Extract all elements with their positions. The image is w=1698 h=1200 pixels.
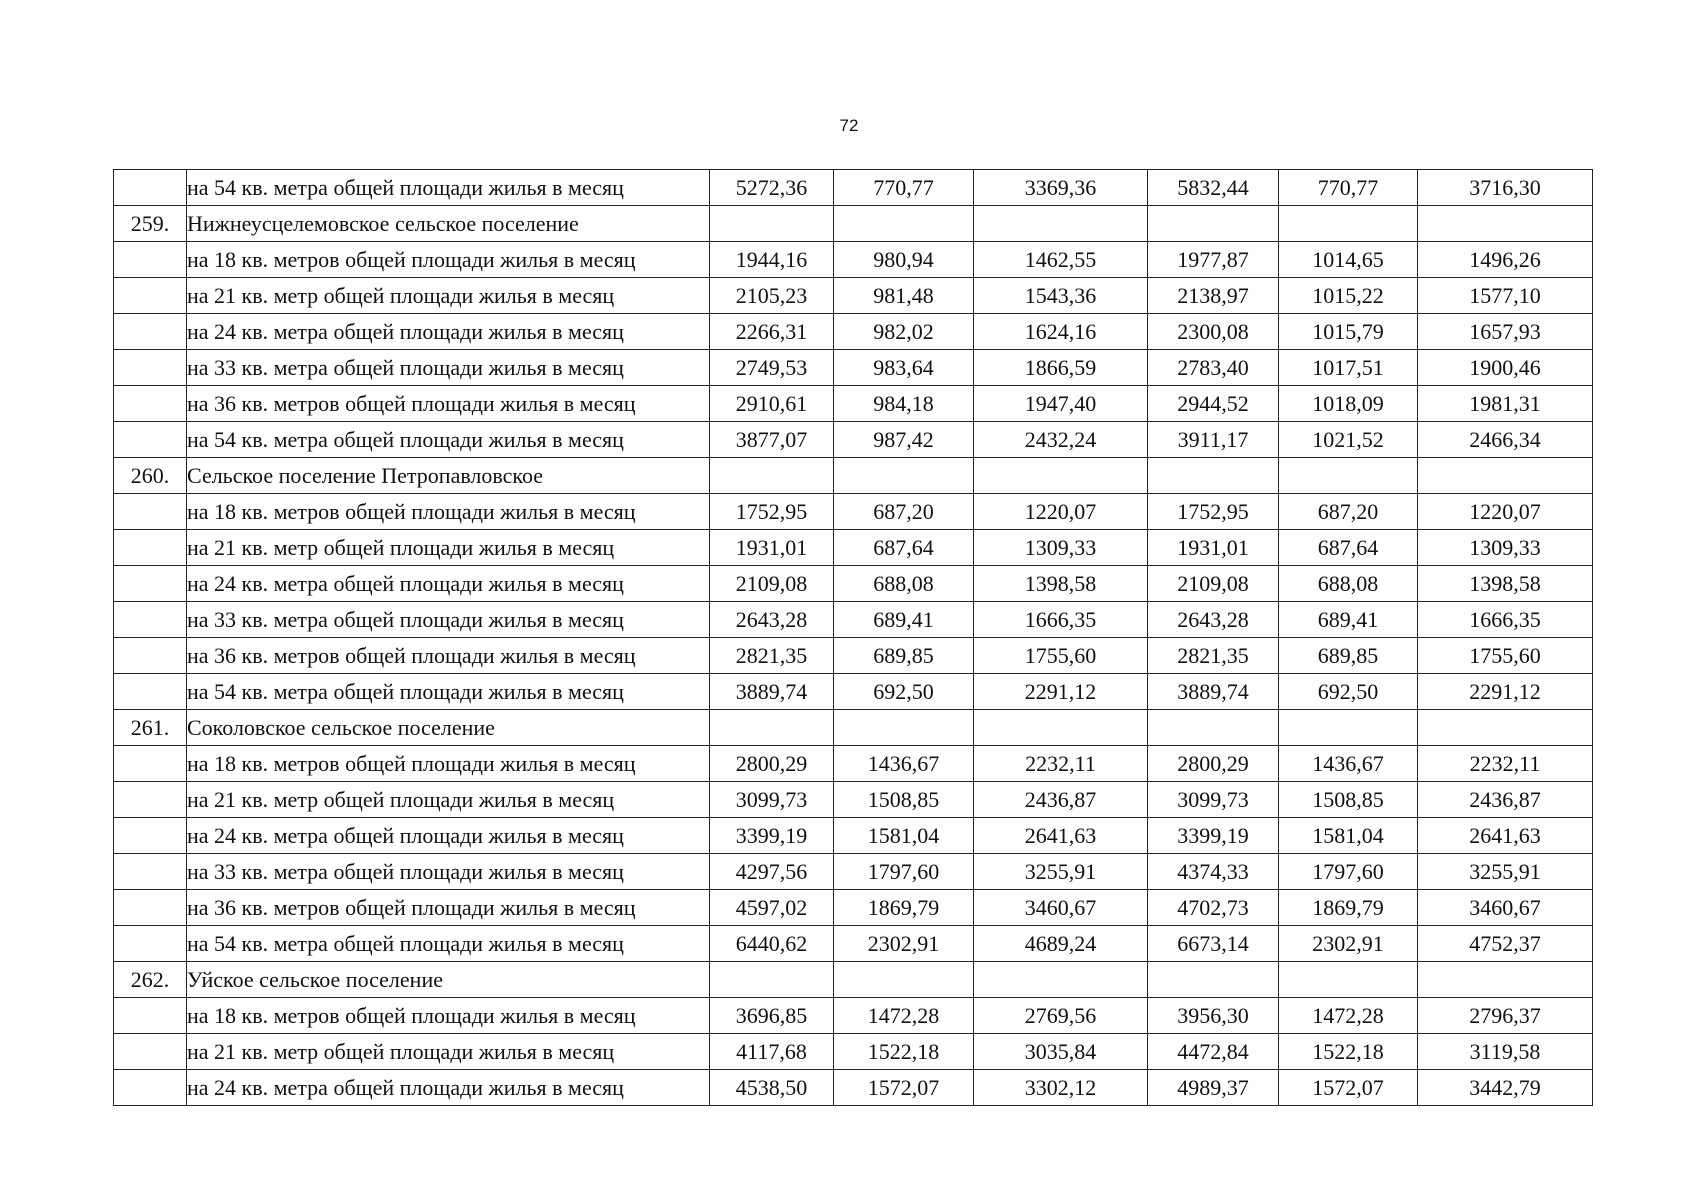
value-cell: 1015,22 [1279, 278, 1418, 314]
value-cell: 2432,24 [974, 422, 1148, 458]
value-cell: 3302,12 [974, 1070, 1148, 1106]
table-body [114, 170, 1593, 1106]
description-cell: на 33 кв. метра общей площади жилья в месяц [187, 602, 710, 638]
value-cell: 6440,62 [710, 926, 834, 962]
description-cell: на 21 кв. метр общей площади жилья в месяц [187, 530, 710, 566]
value-cell: 2821,35 [1148, 638, 1279, 674]
row-number-cell [114, 998, 187, 1034]
value-cell: 2302,91 [834, 926, 974, 962]
value-cell [1279, 962, 1418, 998]
value-cell: 692,50 [1279, 674, 1418, 710]
row-number-cell [114, 890, 187, 926]
row-number-cell [114, 782, 187, 818]
value-cell: 2910,61 [710, 386, 834, 422]
value-cell: 687,20 [1279, 494, 1418, 530]
table-row [114, 746, 1593, 782]
table-row [114, 602, 1593, 638]
row-number-cell: 259. [114, 206, 187, 242]
value-cell: 1462,55 [974, 242, 1148, 278]
value-cell [710, 458, 834, 494]
value-cell [1418, 458, 1593, 494]
row-number-cell [114, 818, 187, 854]
value-cell: 1624,16 [974, 314, 1148, 350]
value-cell: 3369,36 [974, 170, 1148, 206]
value-cell: 3442,79 [1418, 1070, 1593, 1106]
table-row [114, 926, 1593, 962]
value-cell [974, 458, 1148, 494]
table-row [114, 890, 1593, 926]
value-cell: 1309,33 [1418, 530, 1593, 566]
table-row [114, 242, 1593, 278]
value-cell: 692,50 [834, 674, 974, 710]
table-row [114, 350, 1593, 386]
value-cell: 3099,73 [710, 782, 834, 818]
value-cell [1148, 962, 1279, 998]
value-cell: 3255,91 [974, 854, 1148, 890]
value-cell [1279, 458, 1418, 494]
row-number-cell: 262. [114, 962, 187, 998]
value-cell [974, 710, 1148, 746]
value-cell: 2138,97 [1148, 278, 1279, 314]
value-cell: 6673,14 [1148, 926, 1279, 962]
row-number-cell [114, 674, 187, 710]
value-cell: 1572,07 [834, 1070, 974, 1106]
value-cell: 3255,91 [1418, 854, 1593, 890]
table-row [114, 998, 1593, 1034]
value-cell [834, 458, 974, 494]
value-cell [1279, 206, 1418, 242]
value-cell: 3956,30 [1148, 998, 1279, 1034]
value-cell: 1522,18 [834, 1034, 974, 1070]
value-cell: 4689,24 [974, 926, 1148, 962]
value-cell: 2232,11 [1418, 746, 1593, 782]
value-cell: 3877,07 [710, 422, 834, 458]
value-cell: 687,64 [1279, 530, 1418, 566]
value-cell [834, 710, 974, 746]
row-number-cell [114, 926, 187, 962]
value-cell: 2783,40 [1148, 350, 1279, 386]
value-cell: 3911,17 [1148, 422, 1279, 458]
value-cell: 3099,73 [1148, 782, 1279, 818]
description-cell: на 18 кв. метров общей площади жилья в месяц [187, 242, 710, 278]
value-cell: 1755,60 [974, 638, 1148, 674]
description-cell: на 54 кв. метра общей площади жилья в месяц [187, 674, 710, 710]
value-cell: 1472,28 [1279, 998, 1418, 1034]
value-cell: 4297,56 [710, 854, 834, 890]
table-row [114, 710, 1593, 746]
value-cell: 982,02 [834, 314, 974, 350]
table-row [114, 1034, 1593, 1070]
value-cell: 4538,50 [710, 1070, 834, 1106]
row-number-cell: 261. [114, 710, 187, 746]
description-cell: на 54 кв. метра общей площади жилья в месяц [187, 170, 710, 206]
description-cell: на 21 кв. метр общей площади жилья в месяц [187, 278, 710, 314]
value-cell: 1666,35 [974, 602, 1148, 638]
value-cell: 1869,79 [834, 890, 974, 926]
value-cell: 5272,36 [710, 170, 834, 206]
row-number-cell [114, 422, 187, 458]
value-cell: 1018,09 [1279, 386, 1418, 422]
value-cell: 1398,58 [1418, 566, 1593, 602]
value-cell [710, 206, 834, 242]
table-row [114, 494, 1593, 530]
value-cell: 1797,60 [1279, 854, 1418, 890]
description-cell: на 54 кв. метра общей площади жилья в месяц [187, 422, 710, 458]
value-cell: 4472,84 [1148, 1034, 1279, 1070]
value-cell: 4752,37 [1418, 926, 1593, 962]
value-cell [974, 962, 1148, 998]
row-number-cell [114, 314, 187, 350]
tariff-table [113, 169, 1593, 1106]
value-cell: 1900,46 [1418, 350, 1593, 386]
value-cell: 3889,74 [710, 674, 834, 710]
value-cell: 1436,67 [834, 746, 974, 782]
value-cell: 1755,60 [1418, 638, 1593, 674]
value-cell: 1398,58 [974, 566, 1148, 602]
row-number-cell [114, 746, 187, 782]
value-cell: 1543,36 [974, 278, 1148, 314]
table-row [114, 530, 1593, 566]
row-number-cell [114, 1070, 187, 1106]
value-cell: 3716,30 [1418, 170, 1593, 206]
value-cell: 689,41 [1279, 602, 1418, 638]
value-cell [834, 206, 974, 242]
description-cell: на 18 кв. метров общей площади жилья в месяц [187, 494, 710, 530]
value-cell: 4374,33 [1148, 854, 1279, 890]
table-row [114, 422, 1593, 458]
description-cell: Соколовское сельское поселение [187, 710, 710, 746]
value-cell: 689,41 [834, 602, 974, 638]
value-cell [710, 710, 834, 746]
description-cell: на 18 кв. метров общей площади жилья в месяц [187, 746, 710, 782]
value-cell [1418, 710, 1593, 746]
description-cell: на 21 кв. метр общей площади жилья в месяц [187, 1034, 710, 1070]
value-cell: 687,64 [834, 530, 974, 566]
value-cell: 1220,07 [1418, 494, 1593, 530]
value-cell: 1577,10 [1418, 278, 1593, 314]
description-cell: на 18 кв. метров общей площади жилья в месяц [187, 998, 710, 1034]
value-cell: 2800,29 [1148, 746, 1279, 782]
value-cell [1279, 710, 1418, 746]
row-number-cell [114, 386, 187, 422]
value-cell: 2266,31 [710, 314, 834, 350]
value-cell: 1496,26 [1418, 242, 1593, 278]
value-cell: 1021,52 [1279, 422, 1418, 458]
value-cell: 983,64 [834, 350, 974, 386]
row-number-cell [114, 602, 187, 638]
value-cell: 3119,58 [1418, 1034, 1593, 1070]
value-cell [974, 206, 1148, 242]
row-number-cell [114, 494, 187, 530]
value-cell: 1931,01 [710, 530, 834, 566]
row-number-cell: 260. [114, 458, 187, 494]
description-cell: на 24 кв. метра общей площади жилья в месяц [187, 818, 710, 854]
table-row [114, 638, 1593, 674]
value-cell: 2641,63 [1418, 818, 1593, 854]
table-row [114, 1070, 1593, 1106]
value-cell: 1869,79 [1279, 890, 1418, 926]
value-cell: 1581,04 [1279, 818, 1418, 854]
value-cell: 2643,28 [1148, 602, 1279, 638]
value-cell: 1572,07 [1279, 1070, 1418, 1106]
table-row [114, 458, 1593, 494]
value-cell: 3460,67 [974, 890, 1148, 926]
description-cell: на 33 кв. метра общей площади жилья в месяц [187, 854, 710, 890]
value-cell: 3399,19 [1148, 818, 1279, 854]
value-cell: 688,08 [834, 566, 974, 602]
value-cell: 2800,29 [710, 746, 834, 782]
value-cell [1148, 206, 1279, 242]
value-cell: 2291,12 [974, 674, 1148, 710]
value-cell: 1015,79 [1279, 314, 1418, 350]
value-cell: 1752,95 [710, 494, 834, 530]
value-cell [1148, 458, 1279, 494]
value-cell: 1866,59 [974, 350, 1148, 386]
value-cell: 1797,60 [834, 854, 974, 890]
value-cell: 2769,56 [974, 998, 1148, 1034]
value-cell: 687,20 [834, 494, 974, 530]
value-cell: 3399,19 [710, 818, 834, 854]
value-cell [710, 962, 834, 998]
value-cell: 5832,44 [1148, 170, 1279, 206]
value-cell: 1666,35 [1418, 602, 1593, 638]
description-cell: на 24 кв. метра общей площади жилья в месяц [187, 314, 710, 350]
value-cell: 1017,51 [1279, 350, 1418, 386]
value-cell: 1931,01 [1148, 530, 1279, 566]
value-cell: 3889,74 [1148, 674, 1279, 710]
row-number-cell [114, 566, 187, 602]
value-cell: 987,42 [834, 422, 974, 458]
value-cell: 2291,12 [1418, 674, 1593, 710]
table-row [114, 314, 1593, 350]
page-number: 72 [839, 116, 859, 135]
row-number-cell [114, 854, 187, 890]
value-cell: 984,18 [834, 386, 974, 422]
value-cell: 2302,91 [1279, 926, 1418, 962]
description-cell: на 36 кв. метров общей площади жилья в месяц [187, 386, 710, 422]
value-cell [834, 962, 974, 998]
value-cell: 1944,16 [710, 242, 834, 278]
value-cell: 1981,31 [1418, 386, 1593, 422]
row-number-cell [114, 242, 187, 278]
value-cell: 2749,53 [710, 350, 834, 386]
description-cell: Сельское поселение Петропавловское [187, 458, 710, 494]
description-cell: на 33 кв. метра общей площади жилья в месяц [187, 350, 710, 386]
value-cell: 1752,95 [1148, 494, 1279, 530]
row-number-cell [114, 350, 187, 386]
value-cell: 4989,37 [1148, 1070, 1279, 1106]
value-cell: 2105,23 [710, 278, 834, 314]
value-cell: 2436,87 [1418, 782, 1593, 818]
value-cell: 688,08 [1279, 566, 1418, 602]
value-cell: 2109,08 [1148, 566, 1279, 602]
value-cell: 2821,35 [710, 638, 834, 674]
description-cell: на 36 кв. метров общей площади жилья в месяц [187, 638, 710, 674]
value-cell: 2109,08 [710, 566, 834, 602]
value-cell: 1947,40 [974, 386, 1148, 422]
value-cell: 2796,37 [1418, 998, 1593, 1034]
description-cell: Уйское сельское поселение [187, 962, 710, 998]
value-cell: 770,77 [834, 170, 974, 206]
table-row [114, 566, 1593, 602]
value-cell: 1522,18 [1279, 1034, 1418, 1070]
row-number-cell [114, 278, 187, 314]
row-number-cell [114, 170, 187, 206]
row-number-cell [114, 530, 187, 566]
table-row [114, 278, 1593, 314]
value-cell: 1657,93 [1418, 314, 1593, 350]
value-cell [1418, 206, 1593, 242]
value-cell: 2436,87 [974, 782, 1148, 818]
value-cell: 1977,87 [1148, 242, 1279, 278]
description-cell: на 36 кв. метров общей площади жилья в месяц [187, 890, 710, 926]
value-cell: 981,48 [834, 278, 974, 314]
row-number-cell [114, 638, 187, 674]
description-cell: на 24 кв. метра общей площади жилья в месяц [187, 1070, 710, 1106]
value-cell: 4702,73 [1148, 890, 1279, 926]
table-row [114, 206, 1593, 242]
value-cell: 2466,34 [1418, 422, 1593, 458]
value-cell: 3696,85 [710, 998, 834, 1034]
value-cell: 1508,85 [834, 782, 974, 818]
value-cell: 1220,07 [974, 494, 1148, 530]
value-cell: 3460,67 [1418, 890, 1593, 926]
value-cell: 1014,65 [1279, 242, 1418, 278]
value-cell [1418, 962, 1593, 998]
value-cell: 4597,02 [710, 890, 834, 926]
value-cell: 689,85 [834, 638, 974, 674]
value-cell: 770,77 [1279, 170, 1418, 206]
value-cell: 2641,63 [974, 818, 1148, 854]
value-cell: 2643,28 [710, 602, 834, 638]
value-cell: 4117,68 [710, 1034, 834, 1070]
description-cell: Нижнеусцелемовское сельское поселение [187, 206, 710, 242]
value-cell: 980,94 [834, 242, 974, 278]
row-number-cell [114, 1034, 187, 1070]
description-cell: на 54 кв. метра общей площади жилья в месяц [187, 926, 710, 962]
value-cell: 2300,08 [1148, 314, 1279, 350]
value-cell: 1508,85 [1279, 782, 1418, 818]
table-row [114, 170, 1593, 206]
description-cell: на 24 кв. метра общей площади жилья в месяц [187, 566, 710, 602]
value-cell: 1472,28 [834, 998, 974, 1034]
value-cell: 3035,84 [974, 1034, 1148, 1070]
description-cell: на 21 кв. метр общей площади жилья в месяц [187, 782, 710, 818]
value-cell: 2944,52 [1148, 386, 1279, 422]
table-row [114, 818, 1593, 854]
table-row [114, 674, 1593, 710]
value-cell: 1309,33 [974, 530, 1148, 566]
value-cell: 1436,67 [1279, 746, 1418, 782]
value-cell: 1581,04 [834, 818, 974, 854]
value-cell [1148, 710, 1279, 746]
value-cell: 689,85 [1279, 638, 1418, 674]
value-cell: 2232,11 [974, 746, 1148, 782]
table-row [114, 782, 1593, 818]
table-row [114, 854, 1593, 890]
table-row [114, 962, 1593, 998]
table-row [114, 386, 1593, 422]
